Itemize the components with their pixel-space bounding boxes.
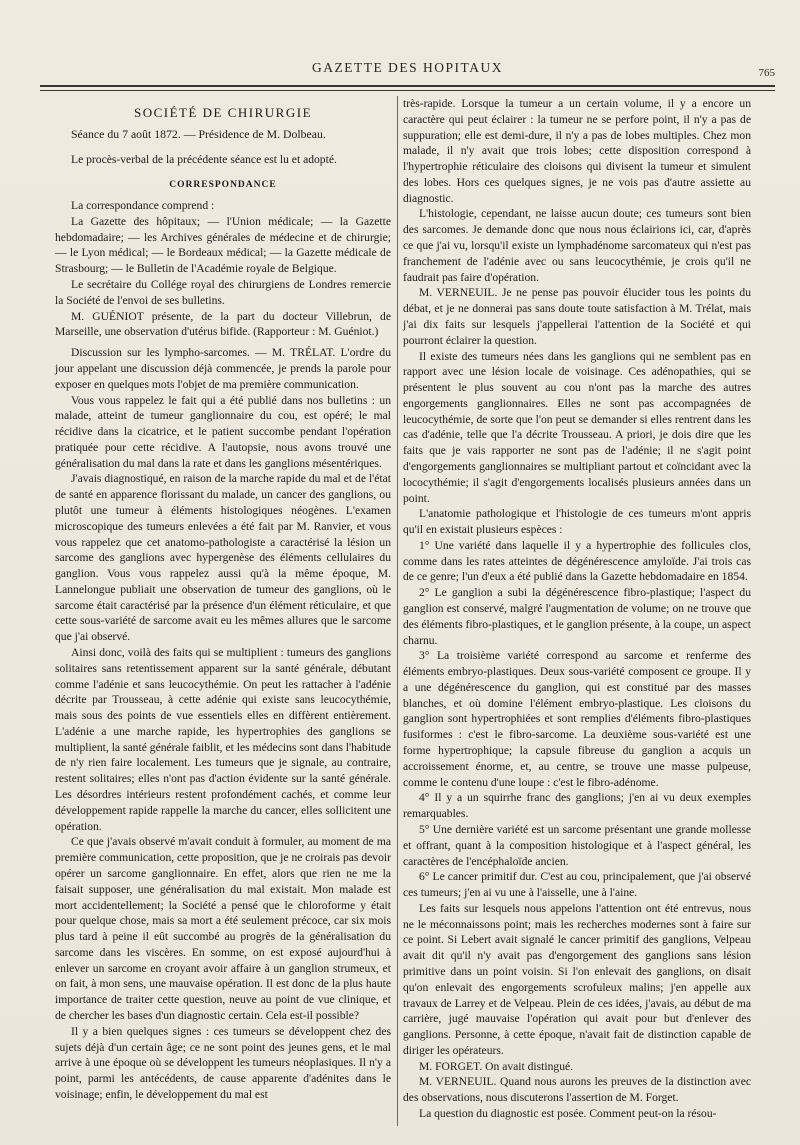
paragraph: J'avais diagnostiqué, en raison de la marche rapide du mal et de l'état de santé en apparence florissant du malade, un cancer des ganglions, ou plutôt une tumeur à éléments histologiques néogènes. L'examen microscopique des tumeurs enlevées a été fait par M. Ranvier, et vous vous rappelez que cet anatomo-pathologiste a caractérisé la lésion un sarcome des ganglions avec hypergenèse des éléments cellulaires du ganglion. Vous vous rappelez aussi qu'à la même époque, M. Lannelongue publiait une observation de tumeur des ganglions, où le sarcome était caractérisé par la présence d'un élément réticulaire, et que cette sous-variété de sarcome avait eu les mêmes allures que le sarcome que j'ai observé. bbox=[55, 472, 391, 644]
paragraph: Le secrétaire du Collége royal des chirurgiens de Londres remercie la Société de l'envoi de ses bulletins. bbox=[55, 278, 391, 307]
paragraph: Les faits sur lesquels nous appelons l'attention ont été entrevus, nous ne le méconnaissons point; mais les recherches modernes sont à faire sur ce point. Si Lebert avait signalé le cancer primitif des ganglions, Velpeau avait dit qu'il n'y avait pas d'engorgement des ganglions sans lésion primitive dans un point voisin. Si l'on enlevait des ganglions, on disait qu'on enlevait des engorgements scrofuleux malins; j'en appelle aux travaux de Larrey et de Velpeau. Plein de ces idées, j'avais, au début de ma carrière, jugé mauvaise l'opération qui avait pour but d'enlever des ganglions. Personne, à cette époque, n'avait fait de distinction capable de diriger les opérateurs. bbox=[403, 901, 751, 1057]
paragraph: L'anatomie pathologique et l'histologie de ces tumeurs m'ont appris qu'il en existait plusieurs espèces : bbox=[403, 507, 751, 537]
paragraph: M. GUÉNIOT présente, de la part du docteur Villebrun, de Marseille, une observation d'utérus bifide. (Rapporteur : M. Guéniot.) bbox=[55, 309, 391, 339]
paragraph: L'histologie, cependant, ne laisse aucun doute; ces tumeurs sont bien des sarcomes. Je demande donc que nous nous éclairions ici, car, d'après ce que j'ai vu, lorsqu'il existe un lymphadénome sarcomateux qui n'est pas franchement de l'adénie avec ou sans leucocythémie, je crois qu'il ne faudrait pas faire d'opération. bbox=[403, 207, 751, 284]
paragraph: Ce que j'avais observé m'avait conduit à formuler, au moment de ma première communication, cette proposition, que je ne croirais pas devoir opérer un sarcome ganglionnaire. En effet, alors que rien ne me la faisait supposer, une généralisation du mal existait. Mon malade est mort accidentellement; la Société a pensé que le chloroforme y était pour quelque chose, mais sa mort a été seulement précoce, car six mois plus tard à peine il eût succombé au progrès de la généralisation du sarcome dans les viscères. En somme, on est exposé aujourd'hui à enlever un sarcome en croyant avoir affaire à un ganglion strumeux, et on fait, à mon sens, une mauvaise opération. Il est donc de la plus haute importance de traiter cette question, neuve au point de vue clinique, et de chercher les bases d'un diagnostic certain. Cela est-il possible? bbox=[55, 835, 391, 1022]
paragraph: 5° Une dernière variété est un sarcome présentant une grande mollesse et offrant, quant à la composition histologique et à l'aspect général, les caractères de l'encéphaloïde ancien. bbox=[403, 822, 751, 868]
header-rule-thin bbox=[40, 90, 775, 91]
header-rule bbox=[40, 85, 775, 87]
section-title: SOCIÉTÉ DE CHIRURGIE bbox=[133, 105, 313, 120]
paragraph: très-rapide. Lorsque la tumeur a un certain volume, il y a encore un caractère qui peut éclairer : la tumeur ne se perfore point, il n'y a pas de suppuration; elle est demi-dure, il n'y a pas de lobes multiples. Chez mon malade, il n'y avait que trois lobes; cette disposition correspond à l'hypertrophie réticulaire des cloisons qui divisent la tumeur et simulent des lobes. Hors ces quelques signes, je ne vois pas d'autre assiette au diagnostic. bbox=[403, 97, 751, 205]
paragraph: 6° Le cancer primitif dur. C'est au cou, principalement, que j'ai observé ces tumeurs; j'en ai vu une à l'aisselle, une à l'aine. bbox=[403, 870, 751, 900]
page-number: 765 bbox=[758, 67, 775, 79]
paragraph: M. FORGET. On avait distingué. bbox=[419, 1059, 574, 1073]
paragraph: Il y a bien quelques signes : ces tumeurs se développent chez des sujets déjà d'un certain âge; ce ne sont point des jeunes gens, et le mal arrive à une époque où se développent les tumeurs néoplasiques. Il n'y a point, parmi les antécédents, de cause apparente d'adénites dans le voisinage; enfin, le développement du mal est bbox=[55, 1024, 391, 1101]
paragraph: Il existe des tumeurs nées dans les ganglions qui ne semblent pas en rapport avec une lésion locale de voisinage. Ces adénopathies, qui se présentent le plus souvent au cou n'ont pas la marche des autres engorgements ganglionnaires. Elles ne sont pas accompagnées de leucocythémie, de sorte que l'on peut se demander si elles rentrent dans les cas d'adénie, telle que l'a décrite Trousseau. A priori, je dois dire que les faits que je vais rapporter ne sont pas de l'adénie; il ne s'agit point d'engorgements ganglionnaires se multipliant partout et coïncidant avec la lococythémie; il s'agit d'engorgements localisés plusieurs années dans un point. bbox=[403, 349, 751, 505]
session-line: Séance du 7 août 1872. — Présidence de M. Dolbeau. bbox=[71, 126, 326, 141]
left-column bbox=[55, 96, 391, 1103]
right-column bbox=[403, 96, 751, 1122]
paragraph: La correspondance comprend : bbox=[71, 199, 215, 213]
paragraph: M. VERNEUIL. Je ne pense pas pouvoir élucider tous les points du débat, et je ne donnerai pas sans doute toute satisfaction à M. Trélat, mais j'ai dix faits sur lesquels j'appellerai l'attention de la Société et qui pourront éclairer la question. bbox=[403, 286, 751, 347]
paragraph: 3° La troisième variété correspond au sarcome et renferme des éléments embryo-plastiques. Deux sous-variété composent ce groupe. Il y a une dégénérescence du ganglion, qui est constitué par des masses blanches, et où domine l'élément embryo-plastique. Les cloisons du ganglion sont hypertrophiées et sont remplies d'éléments fibro-plastiques fusiformes : c'est le fibro-sarcome. La deuxième sous-variété est une forme hypertrophique; la capsule fibreuse du ganglion a acquis un accroissement énorme, et, au centre, se trouve une masse pulpeuse, comme le contenu d'une loupe : c'est le fibro-adénome. bbox=[403, 649, 751, 789]
paragraph: 4° Il y a un squirrhe franc des ganglions; j'en ai vu deux exemples remarquables. bbox=[403, 791, 751, 821]
paragraph: Ainsi donc, voilà des faits qui se multiplient : tumeurs des ganglions solitaires sans retentissement apparent sur la santé générale, débutant comme l'adénie et sans leucocythémie. On peut les rattacher à l'adénie décrite par Trousseau, à cette adénie qui existe sans leucocythémie, mais sous des points de vue essentiels elles en diffèrent entièrement. L'adénie a une marche rapide, les hypertrophies des ganglions se multiplient, la santé générale faiblit, et les médecins sont dans l'habitude de n'y rien faire localement. Les tumeurs que je signale, au contraire, restent solitaires; elles n'ont pas d'action évidente sur la santé générale. Les désordres intérieurs restent profondément cachés, et comme leur développement rapide rappelle la marche du cancer, elles sollicitent une opération. bbox=[55, 646, 391, 833]
masthead-title: GAZETTE DES HOPITAUX bbox=[312, 60, 503, 75]
column-divider bbox=[397, 96, 398, 1126]
paragraph: 1° Une variété dans laquelle il y a hypertrophie des follicules clos, comme dans les rates atteintes de dégénérescence amyloïde. J'ai trois cas de ce genre; l'un d'eux a été publié dans la Gazette hebdomadaire en 1854. bbox=[403, 538, 751, 584]
correspondance-heading: CORRESPONDANCE bbox=[169, 180, 277, 191]
paragraph: La question du diagnostic est posée. Comment peut-on la résou- bbox=[419, 1107, 717, 1120]
paragraph: La Gazette des hôpitaux; — l'Union médicale; — la Gazette hebdomadaire; — les Archives générales de médecine et de chirurgie; — le Lyon médical; — le Bordeaux médical; — la Gazette médicale de Strasbourg; — le Bulletin de l'Académie royale de Belgique. bbox=[55, 214, 391, 276]
minutes-paragraph: Le procès-verbal de la précédente séance est lu et adopté. bbox=[71, 152, 337, 166]
paragraph: M. VERNEUIL. Quand nous aurons les preuves de la distinction avec des observations, nous discuterons l'assertion de M. Forget. bbox=[403, 1075, 751, 1105]
masthead bbox=[40, 60, 775, 88]
paragraph: Vous vous rappelez le fait qui a été publié dans nos bulletins : un malade, atteint de tumeur ganglionnaire du cou, est opéré; le mal récidive dans la cicatrice, et le patient succombe pendant l'opération pratiquée pour cette récidive. A l'autopsie, nous avons trouvé une généralisation du mal dans la rate et dans les ganglions mésentériques. bbox=[55, 393, 391, 470]
paragraph: Discussion sur les lympho-sarcomes. — M. TRÉLAT. L'ordre du jour appelant une discussion déjà commencée, je prends la parole pour exposer en quelques mots l'objet de ma première communication. bbox=[55, 346, 391, 391]
paragraph: 2° Le ganglion a subi la dégénérescence fibro-plastique; l'aspect du ganglion est conservé, malgré l'augmentation de volume; on ne trouve que des éléments fibro-plastiques, et le ganglion présente, à la coupe, un aspect charnu. bbox=[403, 586, 751, 647]
